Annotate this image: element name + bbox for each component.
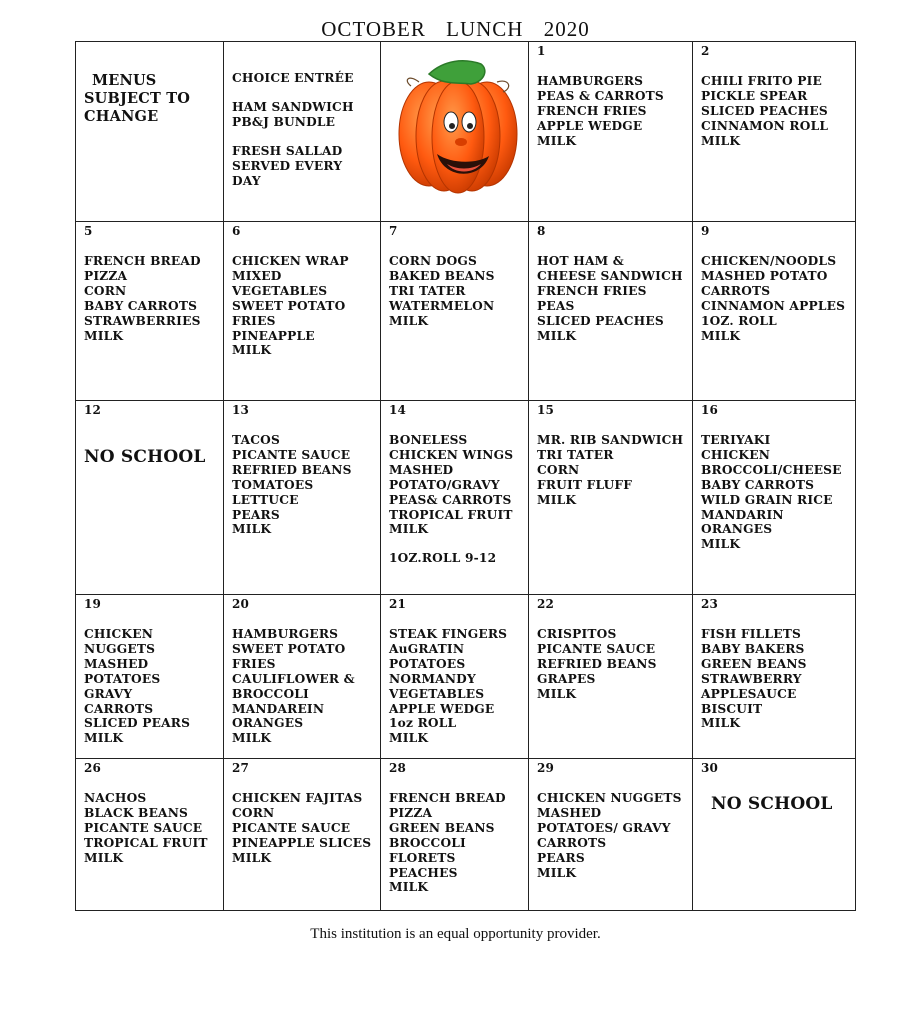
menu-item: PICANTE SAUCE: [232, 820, 351, 835]
menu-item: WATERMELON: [389, 298, 495, 313]
menu-item: PIZZA: [84, 268, 128, 283]
menu-item: APPLE WEDGE: [537, 118, 643, 133]
menu-item: STEAK FINGERS: [389, 627, 508, 641]
choice-line: FRESH SALLAD: [232, 143, 343, 158]
menu-item: TRI TATER: [537, 447, 614, 462]
day-cell: [692, 595, 855, 758]
menu-item: PEACHES: [389, 865, 458, 880]
week-row: [76, 758, 855, 910]
menu-item: MILK: [232, 731, 272, 746]
choice-line: CHOICE ENTRÉE: [232, 71, 354, 85]
menu-item: MILK: [84, 731, 124, 746]
menu-item: BAKED BEANS: [389, 268, 495, 283]
menu-item: CHEESE SANDWICH: [537, 268, 683, 283]
menu-item: PICKLE SPEAR: [701, 88, 808, 103]
menu-item: BROCCOLI: [389, 835, 466, 850]
menu-item: MILK: [232, 850, 272, 865]
menu-item: STRAWBERRIES: [84, 313, 201, 328]
week-row: [76, 400, 855, 594]
menu-item: MILK: [84, 850, 124, 865]
menu-item: 1oz ROLL: [389, 716, 457, 731]
day-number: 28: [389, 761, 407, 775]
menu-item: HAMBURGERS: [537, 74, 644, 88]
menu-item: MILK: [389, 313, 429, 328]
menu-item: MILK: [537, 492, 577, 507]
menu-item: MILK: [701, 537, 741, 552]
menu-item: BROCCOLI/CHEESE: [701, 462, 842, 477]
day-cell: [223, 759, 380, 910]
menu-item: MILK: [84, 328, 124, 343]
menu-item: FRUIT FLUFF: [537, 477, 633, 492]
menu-item: POTATO/GRAVY: [389, 477, 500, 492]
day-cell: [692, 42, 855, 221]
menu-item: PICANTE SAUCE: [232, 447, 351, 462]
pumpkin-cell: [380, 42, 528, 221]
day-number: 5: [84, 224, 93, 238]
menu-item: CHICKEN WRAP: [232, 254, 349, 268]
menu-item: PEAS& CARROTS: [389, 492, 512, 507]
menu-item: FRIES: [232, 313, 276, 328]
menu-item: CORN: [84, 283, 127, 298]
menu-item: ORANGES: [232, 716, 304, 731]
menu-item: GRAPES: [537, 671, 596, 686]
menu-item: SLICED PEACHES: [701, 103, 828, 118]
menu-item: MASHED: [389, 462, 454, 477]
day-number: 30: [701, 761, 719, 775]
menu-item: CORN: [232, 805, 275, 820]
day-cell: [380, 595, 528, 758]
day-number: 27: [232, 761, 250, 775]
menu-item: MANDARIN: [701, 507, 784, 522]
day-number: 1: [537, 44, 546, 58]
day-number: 2: [701, 44, 710, 58]
menu-item: CHICKEN WINGS: [389, 447, 514, 462]
day-cell: [380, 759, 528, 910]
menu-item: TACOS: [232, 433, 280, 447]
choice-line: PB&J BUNDLE: [232, 114, 336, 129]
menu-item: CHICKEN/NOODLS: [701, 254, 837, 268]
menu-item: SLICED PEARS: [84, 716, 191, 731]
menu-item: POTATOES: [84, 671, 161, 686]
menu-item: MILK: [701, 328, 741, 343]
menu-item: APPLESAUCE: [701, 686, 797, 701]
menu-item: MASHED POTATO: [701, 268, 828, 283]
day-number: 8: [537, 224, 546, 238]
menu-item: BROCCOLI: [232, 686, 309, 701]
day-cell: [380, 401, 528, 594]
day-number: 26: [84, 761, 102, 775]
week-row: [76, 221, 855, 400]
menu-item: FRENCH BREAD: [389, 791, 506, 805]
menu-item: PIZZA: [389, 805, 433, 820]
day-cell: [692, 401, 855, 594]
menu-item: 1OZ.ROLL 9-12: [389, 551, 497, 566]
menu-item: TROPICAL FRUIT: [84, 835, 208, 850]
menu-item: MASHED: [84, 656, 149, 671]
menu-item: MILK: [389, 522, 429, 537]
menu-item: PINEAPPLE SLICES: [232, 835, 372, 850]
menu-item: FLORETS: [389, 850, 456, 865]
day-cell: [76, 401, 223, 594]
menu-item: BONELESS: [389, 433, 468, 447]
menu-item: SWEET POTATO: [232, 298, 346, 313]
day-cell: [380, 222, 528, 400]
menu-item: MILK: [537, 865, 577, 880]
menu-item: CORN: [537, 462, 580, 477]
menu-item: CARROTS: [701, 283, 771, 298]
page-title: OCTOBER LUNCH 2020: [321, 17, 590, 41]
menu-item: GREEN BEANS: [701, 656, 807, 671]
menu-item: LETTUCE: [232, 492, 299, 507]
menu-item: MILK: [389, 731, 429, 746]
menu-item: REFRIED BEANS: [537, 656, 657, 671]
menu-item: FRENCH FRIES: [537, 103, 647, 118]
footer-notice: This institution is an equal opportunity provider.: [310, 926, 601, 942]
menu-item: FRENCH FRIES: [537, 283, 647, 298]
day-cell: [528, 42, 692, 221]
menu-item: FRENCH BREAD: [84, 254, 201, 268]
menu-item: MILK: [701, 716, 741, 731]
day-number: 6: [232, 224, 241, 238]
menu-item: CRISPITOS: [537, 627, 617, 641]
menu-item: MILK: [537, 328, 577, 343]
menu-item: TERIYAKI: [701, 433, 771, 447]
day-cell: [692, 222, 855, 400]
day-number: 22: [537, 597, 555, 611]
menu-item: PEARS: [537, 850, 585, 865]
day-cell: [528, 595, 692, 758]
menu-item: MR. RIB SANDWICH: [537, 433, 684, 447]
menu-item: SWEET POTATO: [232, 641, 346, 656]
menu-item: VEGETABLES: [389, 686, 485, 701]
notice-cell: [76, 42, 223, 221]
menu-item: MILK: [232, 343, 272, 358]
menu-item: NORMANDY: [389, 671, 476, 686]
day-cell: [528, 222, 692, 400]
menu-item: TROPICAL FRUIT: [389, 507, 513, 522]
day-number: 16: [701, 403, 719, 417]
notice-line: CHANGE: [84, 108, 159, 125]
menu-item: WILD GRAIN RICE: [701, 492, 833, 507]
choice-line: DAY: [232, 173, 261, 188]
no-school-label: NO SCHOOL: [711, 794, 833, 814]
menu-item: MANDAREIN: [232, 701, 325, 716]
menu-item: MIXED: [232, 268, 282, 283]
notice-line: MENUS: [92, 72, 157, 89]
menu-item: APPLE WEDGE: [389, 701, 495, 716]
day-cell: [223, 222, 380, 400]
menu-item: NUGGETS: [84, 641, 156, 656]
day-cell: [692, 759, 855, 910]
day-cell: [528, 759, 692, 910]
menu-item: CHILI FRITO PIE: [701, 74, 822, 88]
menu-item: CARROTS: [84, 701, 154, 716]
menu-item: BABY BAKERS: [701, 641, 805, 656]
menu-item: PEARS: [232, 507, 280, 522]
day-number: 20: [232, 597, 250, 611]
no-school-label: NO SCHOOL: [84, 447, 206, 467]
menu-item: PICANTE SAUCE: [537, 641, 656, 656]
menu-item: REFRIED BEANS: [232, 462, 352, 477]
choice-line: SERVED EVERY: [232, 158, 343, 173]
day-number: 7: [389, 224, 398, 238]
menu-item: CINNAMON APPLES: [701, 298, 846, 313]
menu-item: PEAS: [537, 298, 575, 313]
menu-item: BABY CARROTS: [701, 477, 815, 492]
day-cell: [223, 595, 380, 758]
menu-item: BISCUIT: [701, 701, 763, 716]
day-cell: [76, 759, 223, 910]
day-cell: [528, 401, 692, 594]
menu-calendar: [75, 41, 856, 911]
menu-item: GREEN BEANS: [389, 820, 495, 835]
week-row: [76, 594, 855, 758]
menu-item: CORN DOGS: [389, 254, 478, 268]
menu-item: FRIES: [232, 656, 276, 671]
day-number: 21: [389, 597, 407, 611]
day-number: 14: [389, 403, 407, 417]
day-number: 23: [701, 597, 719, 611]
menu-item: PEAS & CARROTS: [537, 88, 664, 103]
menu-item: PICANTE SAUCE: [84, 820, 203, 835]
menu-item: STRAWBERRY: [701, 671, 802, 686]
menu-item: PINEAPPLE: [232, 328, 315, 343]
menu-item: MILK: [389, 880, 429, 895]
menu-item: BABY CARROTS: [84, 298, 198, 313]
menu-item: 1OZ. ROLL: [701, 313, 777, 328]
choice-line: HAM SANDWICH: [232, 99, 354, 114]
menu-item: CHICKEN: [701, 447, 771, 462]
menu-item: ORANGES: [701, 522, 773, 537]
menu-item: AuGRATIN: [389, 641, 465, 656]
menu-item: BLACK BEANS: [84, 805, 189, 820]
menu-item: POTATOES: [389, 656, 466, 671]
day-number: 9: [701, 224, 710, 238]
menu-item: HOT HAM &: [537, 254, 624, 268]
choice-cell: [223, 42, 380, 221]
menu-item: TRI TATER: [389, 283, 466, 298]
menu-item: CINNAMON ROLL: [701, 118, 829, 133]
menu-item: MILK: [537, 133, 577, 148]
week-row: [76, 42, 855, 221]
menu-item: CHICKEN FAJITAS: [232, 791, 363, 805]
menu-item: GRAVY: [84, 686, 133, 701]
menu-item: CHICKEN NUGGETS: [537, 791, 682, 805]
day-number: 15: [537, 403, 555, 417]
menu-item: MILK: [701, 133, 741, 148]
day-cell: [76, 595, 223, 758]
day-cell: [223, 401, 380, 594]
menu-item: HAMBURGERS: [232, 627, 339, 641]
menu-item: CARROTS: [537, 835, 607, 850]
menu-item: TOMATOES: [232, 477, 314, 492]
day-number: 29: [537, 761, 555, 775]
day-number: 19: [84, 597, 102, 611]
menu-item: MILK: [537, 686, 577, 701]
menu-item: MILK: [232, 522, 272, 537]
menu-item: CAULIFLOWER &: [232, 671, 355, 686]
pumpkin-icon: [389, 52, 524, 202]
menu-item: MASHED: [537, 805, 602, 820]
menu-item: CHICKEN: [84, 627, 154, 641]
day-number: 13: [232, 403, 250, 417]
notice-line: SUBJECT TO: [84, 90, 191, 107]
menu-item: SLICED PEACHES: [537, 313, 664, 328]
day-cell: [76, 222, 223, 400]
day-number: 12: [84, 403, 102, 417]
menu-item: VEGETABLES: [232, 283, 328, 298]
menu-item: FISH FILLETS: [701, 627, 801, 641]
menu-item: NACHOS: [84, 791, 147, 805]
menu-item: POTATOES/ GRAVY: [537, 820, 671, 835]
